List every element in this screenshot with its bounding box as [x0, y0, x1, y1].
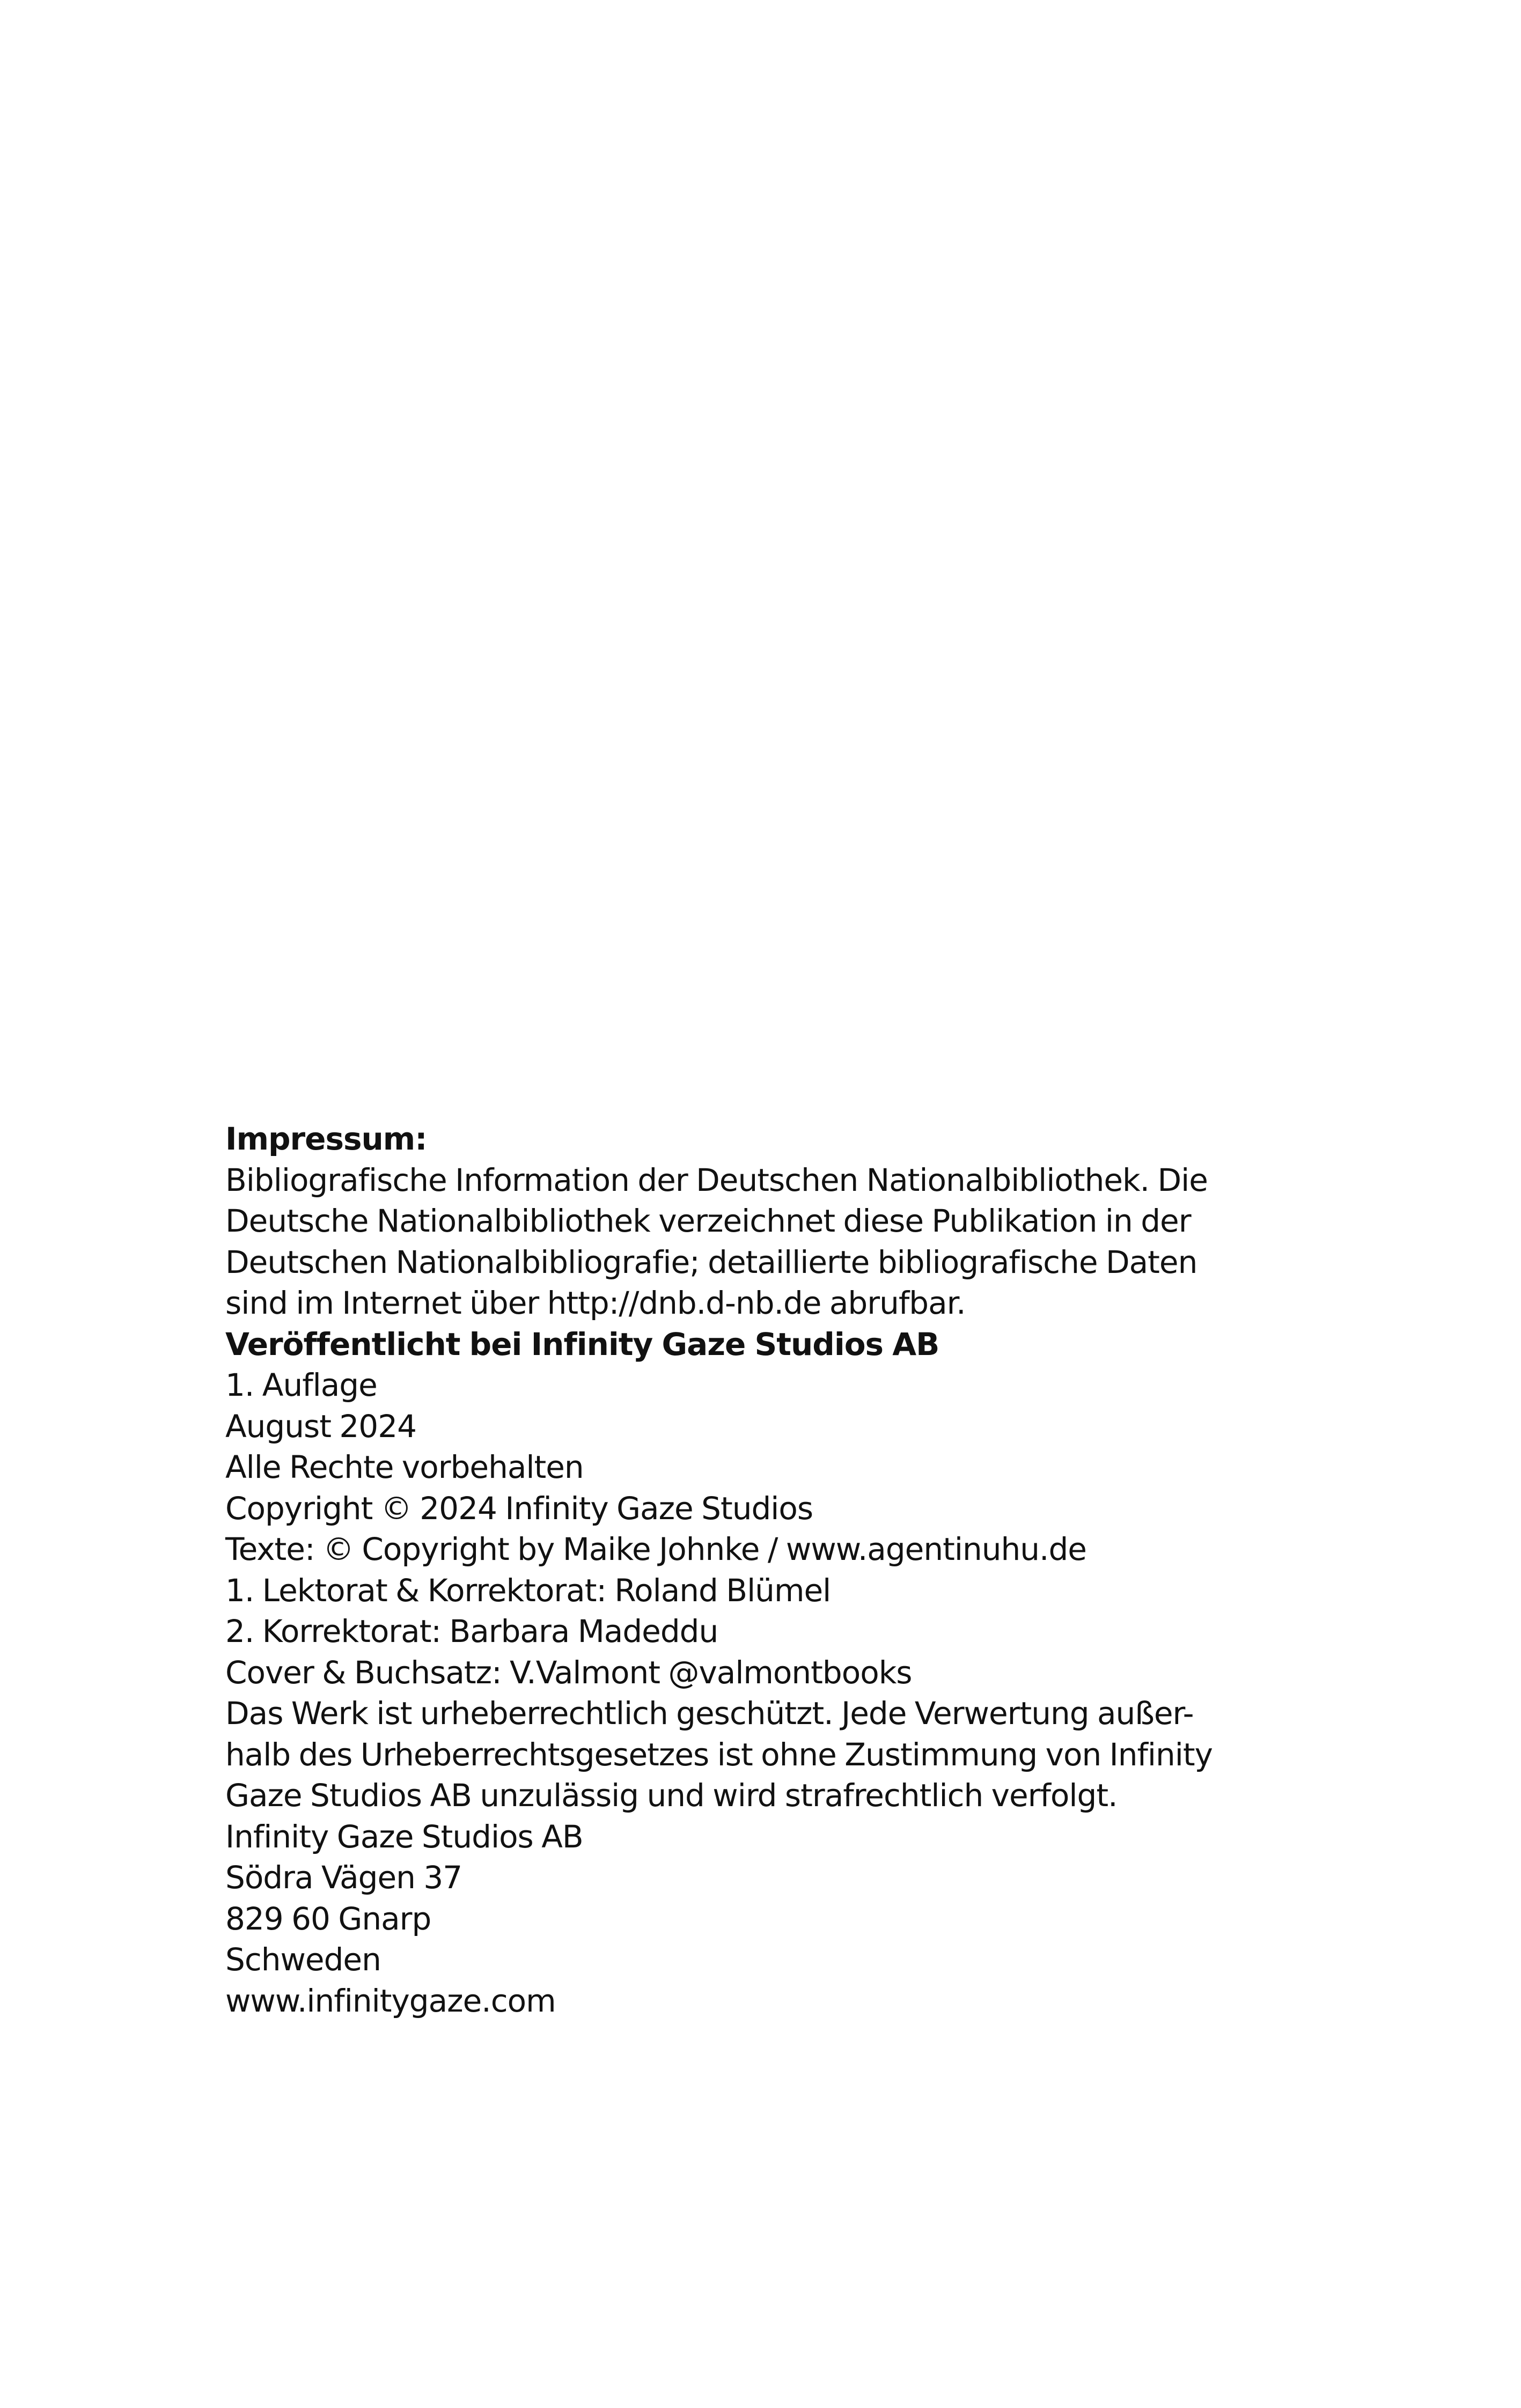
edition: 1. Auflage	[225, 1367, 377, 1403]
copyright-notice: Copyright © 2024 Infinity Gaze Studios	[225, 1490, 813, 1527]
bibliographic-line: Deutsche Nationalbibliothek verzeichnet diese Publikation in der	[225, 1203, 1191, 1239]
address-street: Södra Vägen 37	[225, 1859, 462, 1896]
address-company: Infinity Gaze Studios AB	[225, 1818, 583, 1855]
cover-credit: Cover & Buchsatz: V.Valmont @valmontbooks	[225, 1654, 912, 1691]
bibliographic-line: Bibliografische Information der Deutschen Nationalbibliothek. Die	[225, 1161, 1208, 1198]
legal-notice-line: Gaze Studios AB unzulässig und wird strafrechtlich verfolgt.	[225, 1777, 1118, 1814]
legal-notice-line: Das Werk ist urheberrechtlich geschützt. Jede Verwertung außer-	[225, 1695, 1194, 1732]
texts-credit: Texte: © Copyright by Maike Johnke / www.agentinuhu.de	[225, 1531, 1086, 1567]
website-link: www.infinitygaze.com	[225, 1982, 556, 2019]
publisher-heading: Veröffentlicht bei Infinity Gaze Studios AB	[225, 1325, 939, 1363]
rights-notice: Alle Rechte vorbehalten	[225, 1449, 584, 1485]
address-country: Schweden	[225, 1941, 381, 1978]
address-postal-city: 829 60 Gnarp	[225, 1900, 431, 1937]
bibliographic-line: sind im Internet über http://dnb.d-nb.de abrufbar.	[225, 1285, 966, 1321]
bibliographic-line: Deutschen Nationalbibliografie; detaillierte bibliografische Daten	[225, 1243, 1197, 1280]
legal-notice-line: halb des Urheberrechtsgesetzes ist ohne Zustimmung von Infinity	[225, 1736, 1213, 1773]
imprint-block	[225, 1118, 1298, 2021]
editing-credit: 1. Lektorat & Korrektorat: Roland Blümel	[225, 1572, 831, 1609]
imprint-heading: Impressum:	[225, 1121, 427, 1157]
publication-date: August 2024	[225, 1408, 417, 1445]
proofreading-credit: 2. Korrektorat: Barbara Madeddu	[225, 1613, 718, 1649]
